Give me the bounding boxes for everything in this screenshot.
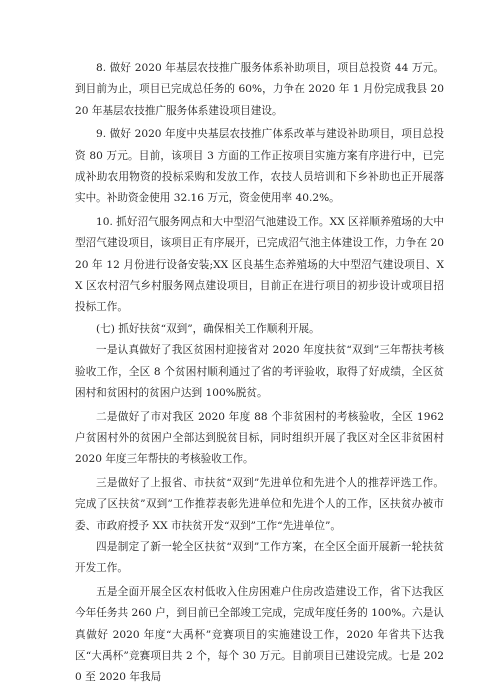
- paragraph-point-1: 一是认真做好了我区贫困村迎接省对 2020 年度扶贫“双到”三年帮扶考核验收工作，全区 8 个贫困村顺利通过了省的考评验收，取得了好成绩，全区贫困村和贫困村的贫困户达到 100%脱贫。: [75, 344, 444, 400]
- paragraph-point-2: 二是做好了市对我区 2020 年度 88 个非贫困村的考核验收，全区 1962 户贫困村外的贫困户全部达到脱贫目标，同时组织开展了我区对全区非贫困村 2020 年度三年帮扶的考核验收工作。: [75, 410, 444, 466]
- paragraph-item-9: 9. 做好 2020 年度中央基层农技推广体系改革与建设补助项目，项目总投资 80 万元。目前，该项目 3 方面的工作正按项目实施方案有序进行中，已完成补助农用物资的投标采购和发放工作，农技人员培训和下乡补助也正开展落实中。补助资金使用 32.16 万元，资金使用率 40.2%。: [75, 128, 444, 205]
- paragraph-point-4: 四是制定了新一轮全区扶贫“双到”工作方案，在全区全面开展新一轮扶贫开发工作。: [75, 540, 444, 575]
- paragraph-point-3: 三是做好了上报省、市扶贫“双到”先进单位和先进个人的推荐评选工作。完成了区扶贫”双到”工作推荐表彰先进单位和先进个人的工作，区扶贫办被市委、市政府授予 XX 市扶贫开发“双到”工作“先进单位”。: [75, 476, 444, 532]
- paragraph-point-5: 五是全面开展全区农村低收入住房困难户住房改造建设工作，省下达我区今年任务共 260 户，到目前已全部竣工完成，完成年度任务的 100%。六是认真做好 2020 年度“大禹杯”竞赛项目的实施建设工作，2020 年省共下达我区“大禹杯”竞赛项目共 2 个，每个 30 万元。目前项目已建设完成。七是 2020 至 2020 年我局: [75, 585, 444, 684]
- paragraph-item-10: 10. 抓好沼气服务网点和大中型沼气池建设工作。XX 区祥顺养殖场的大中型沼气建设项目，该项目正有序展开，已完成沼气池主体建设工作，力争在 2020 年 12 月份进行设备安装;XX 区良基生态养殖场的大中型沼气建设项目、XX 区农村沼气乡村服务网点建设项目，目前正在进行项目的初步设计或项目招投标工作。: [75, 215, 444, 314]
- section-heading-7: (七) 抓好扶贫“双到”，确保相关工作顺利开展。: [96, 322, 320, 335]
- paragraph-item-8: 8. 做好 2020 年基层农技推广服务体系补助项目，项目总投资 44 万元。到目前为止，项目已完成总任务的 60%，力争在 2020 年 1 月份完成我县 2020 年基层农技推广服务体系建设项目建设。: [75, 62, 444, 117]
